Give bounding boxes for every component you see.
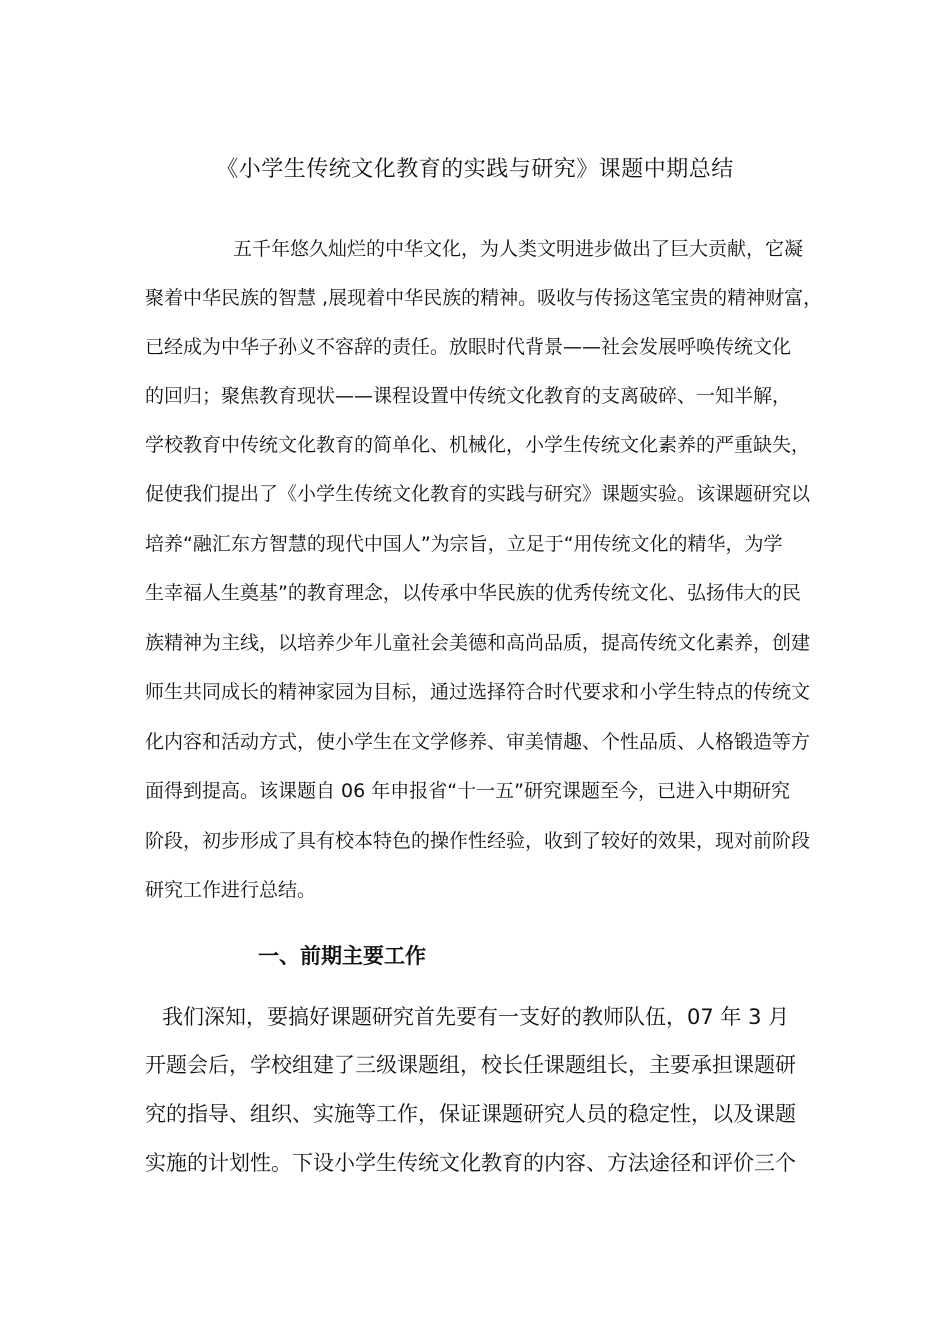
paragraph-line: 开题会后，学校组建了三级课题组，校长任课题组长，主要承担课题研 [145, 1053, 796, 1077]
paragraph-line: 已经成为中华子孙义不容辞的责任。放眼时代背景——社会发展呼唤传统文化 [145, 336, 792, 358]
paragraph-line: 聚着中华民族的智慧 ,展现着中华民族的精神。吸收与传扬这笔宝贵的精神财富， [145, 287, 823, 309]
paragraph-line: 我们深知，要搞好课题研究首先要有一支好的教师队伍，07 年 3 月 [162, 1005, 790, 1029]
paragraph-line: 研究工作进行总结。 [145, 879, 317, 901]
paragraph-line: 阶段，初步形成了具有校本特色的操作性经验，收到了较好的效果，现对前阶段 [145, 830, 811, 852]
paragraph-line: 五千年悠久灿烂的中华文化，为人类文明进步做出了巨大贡献，它凝 [233, 238, 804, 260]
paragraph-line: 学校教育中传统文化教育的简单化、机械化，小学生传统文化素养的严重缺失， [145, 434, 811, 456]
paragraph-line: 生幸福人生奠基”的教育理念，以传承中华民族的优秀传统文化、弘扬伟大的民 [145, 582, 801, 604]
paragraph-line: 培养“融汇东方智慧的现代中国人”为宗旨，立足于“用传统文化的精华，为学 [145, 533, 783, 555]
paragraph-line: 的回归；聚焦教育现状——课程设置中传统文化教育的支离破碎、一知半解， [145, 385, 792, 407]
paragraph-line: 促使我们提出了《小学生传统文化教育的实践与研究》课题实验。该课题研究以 [145, 483, 811, 505]
paragraph-line: 化内容和活动方式，使小学生在文学修养、审美情趣、个性品质、人格锻造等方 [145, 731, 811, 753]
document-title: 《小学生传统文化教育的实践与研究》课题中期总结 [216, 157, 734, 182]
paragraph-line: 师生共同成长的精神家园为目标，通过选择符合时代要求和小学生特点的传统文 [145, 681, 811, 703]
paragraph-line: 族精神为主线，以培养少年儿童社会美德和高尚品质，提高传统文化素养，创建 [145, 632, 811, 654]
paragraph-line: 实施的计划性。下设小学生传统文化教育的内容、方法途径和评价三个 [145, 1151, 796, 1175]
paragraph-line: 面得到提高。该课题自 06 年申报省“十一五”研究课题至今，已进入中期研究 [145, 780, 790, 802]
paragraph-line: 究的指导、组织、实施等工作，保证课题研究人员的稳定性，以及课题 [145, 1102, 796, 1126]
section-heading: 一、前期主要工作 [258, 944, 426, 968]
